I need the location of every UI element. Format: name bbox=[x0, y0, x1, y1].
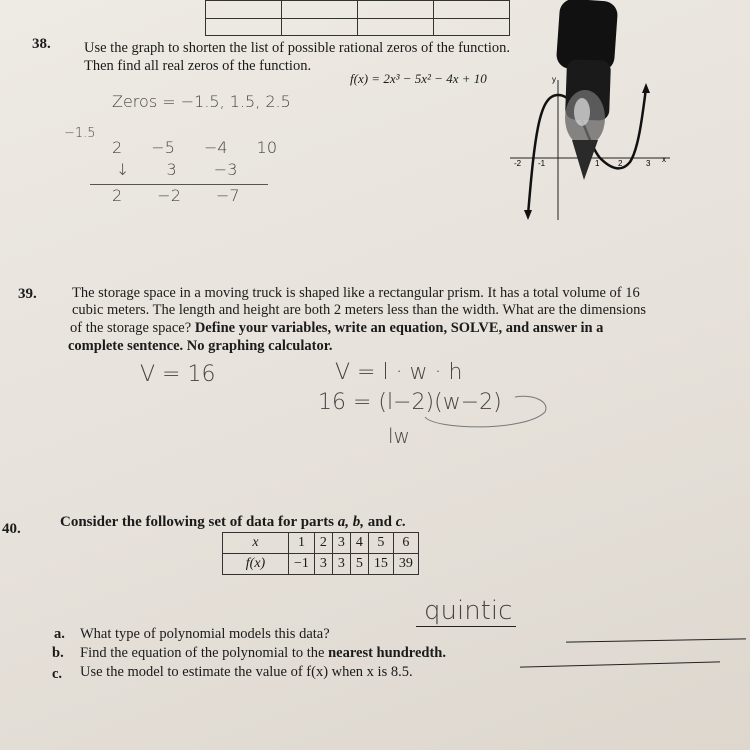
q38-text-line2: Then find all real zeros of the function. bbox=[84, 58, 312, 74]
q39-text-line4: complete sentence. No graphing calculator. bbox=[68, 338, 333, 354]
q39-volume-handwritten: V = 16 bbox=[140, 362, 216, 387]
q39-formula-handwritten: V = l · w · h bbox=[335, 360, 463, 385]
table-cell: 4 bbox=[350, 533, 368, 554]
q40-number: 40. bbox=[2, 521, 21, 537]
table-cell: 39 bbox=[393, 554, 418, 575]
tick-1: 1 bbox=[595, 159, 600, 168]
q40-data-table bbox=[222, 532, 419, 575]
q40b-text: Find the equation of the polynomial to the nearest hundredth. bbox=[80, 645, 446, 661]
q38-synthetic-divisor: −1.5 bbox=[64, 126, 96, 141]
q40a-answer-line bbox=[416, 626, 516, 627]
q39-circle-mark bbox=[415, 392, 555, 432]
q39-text-line1: The storage space in a moving truck is shaped like a rectangular prism. It has a total volume of 16 bbox=[72, 285, 640, 301]
table-header-x: x bbox=[223, 533, 289, 554]
q38-synthetic-row3: 2 −2 −7 bbox=[112, 186, 240, 205]
y-label: y bbox=[552, 75, 556, 84]
table-cell: 2 bbox=[314, 533, 332, 554]
arrow-up bbox=[642, 83, 650, 93]
table-row bbox=[223, 533, 419, 554]
arrow-down bbox=[524, 210, 532, 220]
q38-synthetic-divider bbox=[90, 184, 268, 185]
q38-number: 38. bbox=[32, 36, 51, 52]
table-cell: 15 bbox=[368, 554, 393, 575]
table-cell: 6 bbox=[393, 533, 418, 554]
q40-text: Consider the following set of data for parts a, b, and c. bbox=[60, 514, 407, 530]
q39-text-line3: of the storage space? Define your variables, write an equation, SOLVE, and answer in a bbox=[70, 320, 604, 336]
q38-zeros-handwritten: Zeros = −1.5, 1.5, 2.5 bbox=[112, 92, 291, 111]
table-cell: 3 bbox=[314, 554, 332, 575]
q38-function: f(x) = 2x³ − 5x² − 4x + 10 bbox=[350, 71, 487, 86]
q39-number: 39. bbox=[18, 286, 37, 302]
q40c-text: Use the model to estimate the value of f(x) when x is 8.5. bbox=[80, 664, 413, 680]
table-cell: 3 bbox=[332, 554, 350, 575]
pen-object bbox=[540, 0, 630, 190]
q38-text-line1: Use the graph to shorten the list of possible rational zeros of the function. bbox=[84, 40, 511, 56]
q39-lw-handwritten: lw bbox=[388, 424, 410, 448]
q40a-label: a. bbox=[54, 626, 65, 642]
table-header-fx: f(x) bbox=[223, 554, 289, 575]
tick-neg1: -1 bbox=[538, 159, 546, 168]
q38-synthetic-row1: 2 −5 −4 10 bbox=[112, 138, 278, 157]
q39-equation-handwritten: 16 = (l−2)(w−2) bbox=[318, 390, 502, 415]
table-cell: −1 bbox=[289, 554, 315, 575]
q40b-label: b. bbox=[52, 645, 64, 661]
q40c-label: c. bbox=[52, 666, 63, 682]
tick-2: 2 bbox=[618, 159, 623, 168]
q40a-text: What type of polynomial models this data? bbox=[80, 626, 330, 642]
table-cell: 1 bbox=[289, 533, 315, 554]
q40a-answer-handwritten: quintic bbox=[424, 596, 513, 626]
x-label: x bbox=[662, 155, 666, 164]
table-cell: 5 bbox=[368, 533, 393, 554]
q39-text-line2: cubic meters. The length and height are both 2 meters less than the width. What are the dimensions bbox=[72, 302, 647, 318]
tick-neg2: -2 bbox=[514, 159, 522, 168]
tick-3: 3 bbox=[646, 159, 651, 168]
q38-synthetic-row2: ↓ 3 −3 bbox=[116, 160, 238, 179]
table-cell: 3 bbox=[332, 533, 350, 554]
table-cell: 5 bbox=[350, 554, 368, 575]
previous-question-table bbox=[205, 0, 510, 36]
table-row bbox=[223, 554, 419, 575]
